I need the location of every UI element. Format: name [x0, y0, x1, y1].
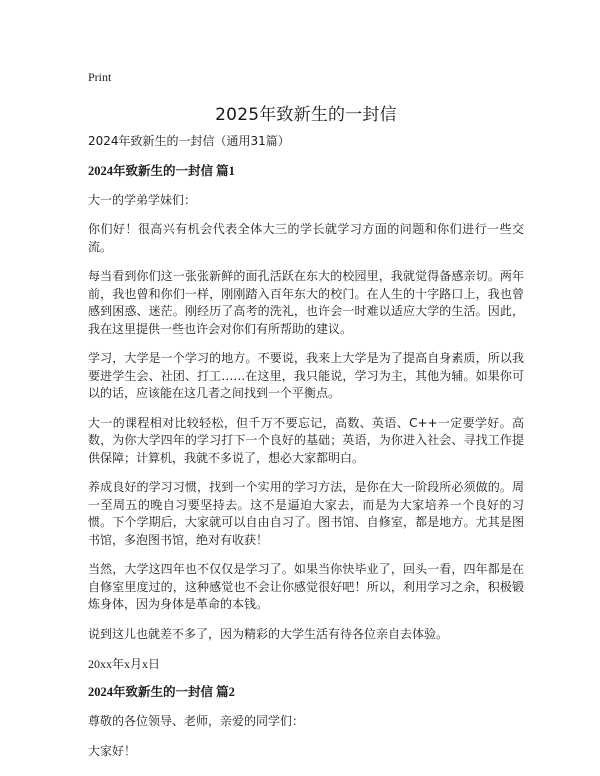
paragraph: 你们好！很高兴有机会代表全体大三的学长就学习方面的问题和你们进行一些交流。 [88, 222, 524, 254]
section-2 [88, 684, 524, 760]
greeting: 尊敬的各位领导、老师，亲爱的同学们： [88, 714, 305, 728]
section-heading: 2024年致新生的一封信 篇1 [88, 163, 235, 178]
document-body [88, 133, 524, 772]
paragraph: 大一的课程相对比较轻松，但千万不要忘记，高数、英语、C++一定要学好。高数，为你大学四年的学习打下一个良好的基础；英语，为你进入社会、寻找工作提供保障；计算机，我就不多说了，想必大家都明白。 [88, 415, 524, 465]
paragraph: 每当看到你们这一张张新鲜的面孔活跃在东大的校园里，我就觉得备感亲切。两年前，我也曾和你们一样，刚刚踏入百年东大的校门。在人生的十字路口上，我也曾感到困惑、迷茫。刚经历了高考的洗礼，也许会一时难以适应大学的生活。因此，我在这里提供一些也许会对你们有所帮助的建议。 [88, 269, 524, 336]
document-subtitle: 2024年致新生的一封信（通用31篇） [88, 134, 290, 148]
greeting: 大一的学弟学妹们： [88, 192, 197, 207]
paragraph: 养成良好的学习习惯，找到一个实用的学习方法，是你在大一阶段所必须做的。周一至周五的晚自习要坚持去。这不是逼迫大家去，而是为大家培养一个良好的习惯。下个学期后，大家就可以自由自习了。图书馆、自修室，都是地方。尤其是图书馆，多泡图书馆，绝对有收获！ [88, 480, 524, 547]
paragraph: 大家好！ [88, 743, 137, 758]
paragraph: 学习，大学是一个学习的地方。不要说，我来上大学是为了提高自身素质，所以我要进学生会、社团、打工……在这里，我只能说，学习为主，其他为辅。如果你可以的话，应该能在这几者之间找到一个平衡点。 [88, 351, 524, 400]
page-title: 2025年致新生的一封信 [215, 105, 397, 125]
print-link[interactable]: Print [88, 70, 112, 84]
paragraph: 说到这儿也就差不多了，因为精彩的大学生活有待各位亲自去体验。 [88, 626, 449, 641]
date-line: 20xx年x月x日 [88, 657, 161, 671]
section-1 [88, 163, 524, 673]
paragraph: 当然，大学这四年也不仅仅是学习了。如果当你快毕业了，回头一看，四年都是在自修室里度过的，这种感觉也不会让你感觉很好吧！所以，利用学习之余，积极锻炼身体，因为身体是革命的本钱。 [88, 562, 524, 611]
section-heading: 2024年致新生的一封信 篇2 [88, 685, 235, 699]
